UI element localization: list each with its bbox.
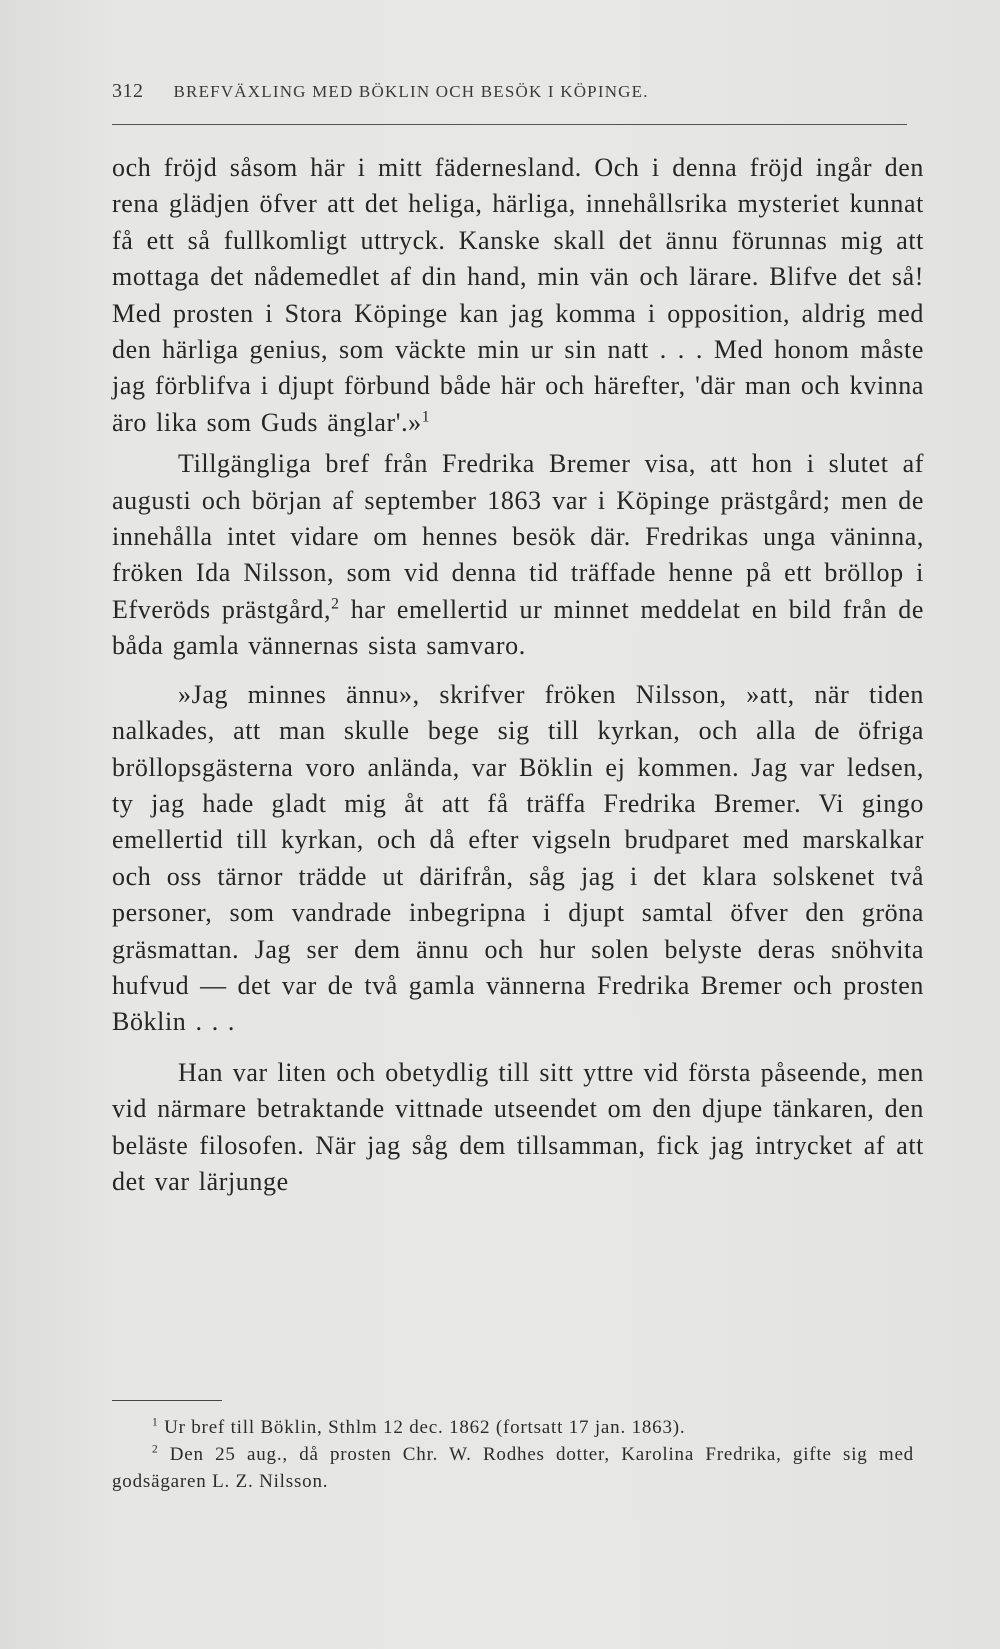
footnotes: [112, 1414, 914, 1495]
footnote-2: [112, 1441, 914, 1495]
footnote-ref-1: 1: [421, 408, 431, 426]
footnote-2-mark: 2: [152, 1443, 159, 1456]
paragraph-2: [112, 446, 924, 664]
header-rule: [112, 124, 907, 125]
footnote-2-text: Den 25 aug., då prosten Chr. W. Rodhes dotter, Karolina Fredrika, gifte sig med godsägaren L. Z. Nilsson.: [112, 1444, 914, 1492]
page-header: [112, 80, 907, 103]
running-title: BREFVÄXLING MED BÖKLIN OCH BESÖK I KÖPINGE.: [173, 82, 649, 101]
footnote-1: [112, 1414, 914, 1441]
footnote-rule: [112, 1400, 222, 1401]
paragraph-1: [112, 150, 924, 441]
main-text: [112, 150, 924, 1200]
paragraph-2-text-a: Tillgängliga bref från Fredrika Bremer visa, att hon i slutet af augusti och början af september 1863 var i Köpinge prästgård; men de innehålla intet vidare om hennes besök där. Fredrikas unga väninna, fröken Ida Nilsson, som vid denna tid träffade henne på ett bröllop i Efveröds prästgård,: [112, 449, 924, 624]
footnote-ref-2: 2: [331, 595, 340, 613]
paragraph-1-text: och fröjd såsom här i mitt fädernesland. Och i denna fröjd ingår den rena glädjen öfver att det heliga, härliga, innehållsrika mysteriet kunnat få ett så fullkomligt uttryck. Kanske skall det ännu förunnas mig att mottaga det nådemedlet af din hand, min vän och lärare. Blifve det så! Med prosten i Stora Köpinge kan jag komma i opposition, aldrig med den härliga genius, som väckte min ur sin natt . . . Med honom måste jag förblifva i djupt förbund både här och härefter, 'där man och kvinna äro lika som Guds änglar'.»: [112, 153, 924, 437]
paragraph-2-text-b: har emellertid ur minnet meddelat en bild från de båda gamla vännernas sista samvaro.: [112, 594, 924, 661]
footnote-1-mark: 1: [152, 1416, 159, 1429]
paragraph-3: »Jag minnes ännu», skrifver fröken Nilsson, »att, när tiden nalkades, att man skulle bege sig till kyrkan, och alla de öfriga bröllopsgästerna voro anlända, var Böklin ej kommen. Jag var ledsen, ty jag hade gladt mig åt att få träffa Fredrika Bremer. Vi gingo emellertid till kyrkan, och då efter vigseln brudparet med marskalkar och oss tärnor trädde ut därifrån, såg jag i det klara solskenet två personer, som vandrade inbegripna i djupt samtal öfver den gröna gräsmattan. Jag ser dem ännu och hur solen belyste deras snöhvita hufvud — det var de två gamla vännerna Fredrika Bremer och prosten Böklin . . .: [112, 679, 924, 1037]
paragraph-4: Han var liten och obetydlig till sitt yttre vid första påseende, men vid närmare betraktande vittnade utseendet om den djupe tänkaren, den beläste filosofen. När jag såg dem tillsamman, fick jag intrycket af att det var lärjunge: [112, 1057, 924, 1196]
page-number: 312: [112, 80, 144, 102]
footnote-1-text: Ur bref till Böklin, Sthlm 12 dec. 1862 (fortsatt 17 jan. 1863).: [164, 1417, 686, 1438]
